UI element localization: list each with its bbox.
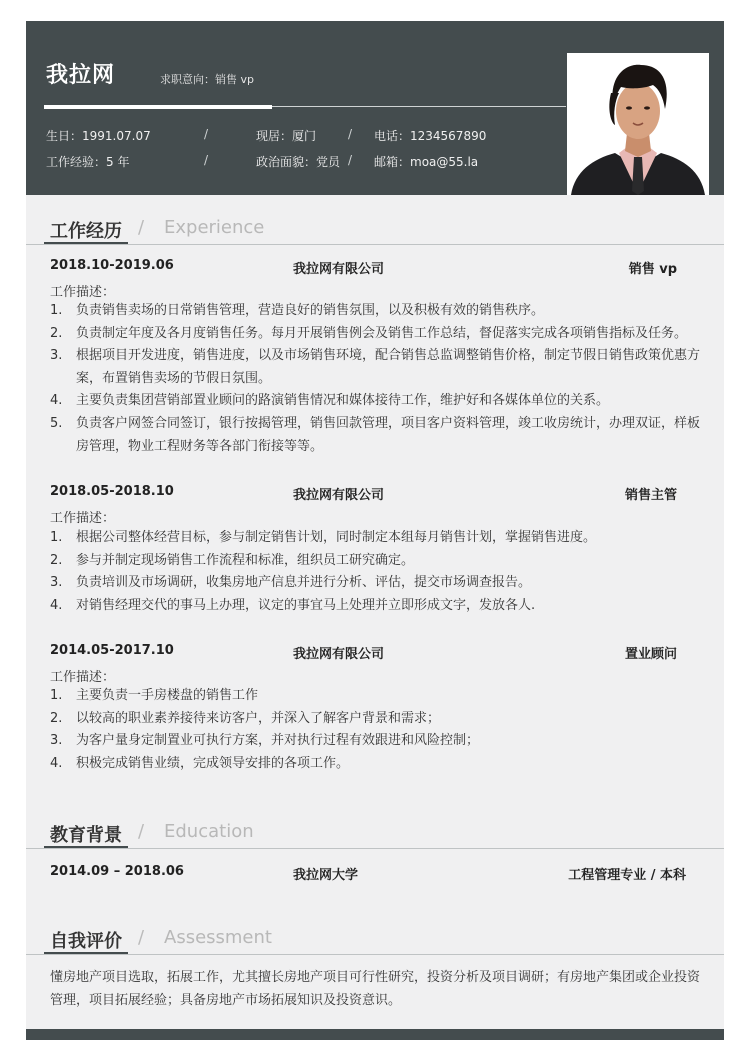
job-header xyxy=(26,258,724,278)
resume-sheet xyxy=(26,21,724,1040)
list-item: 4. 对销售经理交代的事马上办理，议定的事宜马上处理并立即形成文字，发放各人. xyxy=(50,597,536,613)
job-header xyxy=(26,643,724,663)
job-objective: 求职意向：销售 vp xyxy=(160,73,254,86)
experience-title-en: Experience xyxy=(164,217,265,238)
section-rule xyxy=(26,848,724,849)
list-item: 1. 根据公司整体经营目标，参与制定销售计划，同时制定本组每月销售计划，掌握销售进度。 xyxy=(50,530,597,545)
info-separator: / xyxy=(348,153,353,167)
list-item: 5. 负责客户网签合同签订，银行按揭管理，销售回款管理，项目客户资料管理，竣工收房统计，办理双证，样板房管理，物业工程财务等各部门衔接等等。 xyxy=(50,415,701,454)
job-company: 我拉网有限公司 xyxy=(293,647,385,662)
assessment-title: 自我评价 xyxy=(50,931,122,952)
job-company: 我拉网有限公司 xyxy=(293,488,385,503)
job-description-label: 工作描述： xyxy=(50,670,116,685)
info-separator: / xyxy=(348,127,353,141)
job-position: 置业顾问 xyxy=(624,647,677,662)
job-description-label: 工作描述： xyxy=(50,511,116,526)
assessment-text: 懂房地产项目选取，拓展工作，尤其擅长房地产项目可行性研究，投资分析及项目调研；有房地产集团或企业投资管理，项目拓展经验；具备房地产市场拓展知识及投资意识。 xyxy=(50,970,701,1008)
list-item: 3. 为客户量身定制置业可执行方案，并对执行过程有效跟进和风险控制； xyxy=(50,733,480,749)
job-description-list xyxy=(50,300,710,458)
candidate-name: 我拉网 xyxy=(46,63,116,88)
job-date: 2018.05-2018.10 xyxy=(50,484,174,499)
job-position: 销售主管 xyxy=(624,488,677,503)
list-item: 4. 主要负责集团营销部置业顾问的路演销售情况和媒体接待工作，维护好和各媒体单位的关系。 xyxy=(50,393,610,409)
job-description-list xyxy=(50,527,710,617)
section-slash: / xyxy=(138,927,145,948)
education-title-en: Education xyxy=(164,821,254,842)
job-company: 我拉网有限公司 xyxy=(293,262,385,277)
info-residence: 现居：厦门 xyxy=(256,129,317,143)
education-major: 工程管理专业 / 本科 xyxy=(568,868,686,883)
info-experience: 工作经验：5 年 xyxy=(46,155,130,169)
info-separator: / xyxy=(204,153,209,167)
section-rule xyxy=(26,954,724,955)
list-item: 1. 负责销售卖场的日常销售管理，营造良好的销售氛围，以及积极有效的销售秩序。 xyxy=(50,303,545,318)
list-item: 3. 负责培训及市场调研，收集房地产信息并进行分析、评估，提交市场调查报告。 xyxy=(50,575,532,591)
job-date: 2018.10-2019.06 xyxy=(50,258,174,273)
info-political: 政治面貌：党员 xyxy=(256,155,341,169)
education-school: 我拉网大学 xyxy=(293,868,359,883)
portrait-icon xyxy=(567,53,709,195)
list-item: 2. 以较高的职业素养接待来访客户，并深入了解客户背景和需求； xyxy=(50,710,441,726)
info-phone: 电话：1234567890 xyxy=(374,129,487,143)
info-email: 邮箱：moa@55.la xyxy=(374,155,479,169)
experience-title: 工作经历 xyxy=(50,221,122,242)
job-description-list xyxy=(50,685,710,775)
header-banner xyxy=(26,21,724,195)
job-header xyxy=(26,484,724,504)
section-slash: / xyxy=(138,217,145,238)
info-separator: / xyxy=(204,127,209,141)
list-item: 3. 根据项目开发进度，销售进度，以及市场销售环境，配合销售总监调整销售价格，制定节假日销售政策优惠方案，布置销售卖场的节假日氛围。 xyxy=(50,348,701,386)
job-description-label: 工作描述： xyxy=(50,285,116,300)
list-item: 4. 积极完成销售业绩，完成领导安排的各项工作。 xyxy=(50,755,350,771)
list-item: 2. 负责制定年度及各月度销售任务。每月开展销售例会及销售工作总结，督促落实完成各项销售指标及任务。 xyxy=(50,325,688,341)
header-divider-accent xyxy=(44,105,272,109)
footer-bar xyxy=(26,1029,724,1040)
education-row xyxy=(26,864,724,884)
section-slash: / xyxy=(138,821,145,842)
assessment-title-en: Assessment xyxy=(164,927,272,948)
list-item: 2. 参与并制定现场销售工作流程和标准，组织员工研究确定。 xyxy=(50,552,415,568)
job-date: 2014.05-2017.10 xyxy=(50,643,174,658)
job-position: 销售 vp xyxy=(628,262,677,277)
education-title: 教育背景 xyxy=(50,825,122,846)
info-birth: 生日：1991.07.07 xyxy=(46,129,151,143)
list-item: 1. 主要负责一手房楼盘的销售工作 xyxy=(50,688,259,703)
education-date: 2014.09 – 2018.06 xyxy=(50,864,184,879)
section-rule xyxy=(26,244,724,245)
profile-photo xyxy=(567,53,709,195)
